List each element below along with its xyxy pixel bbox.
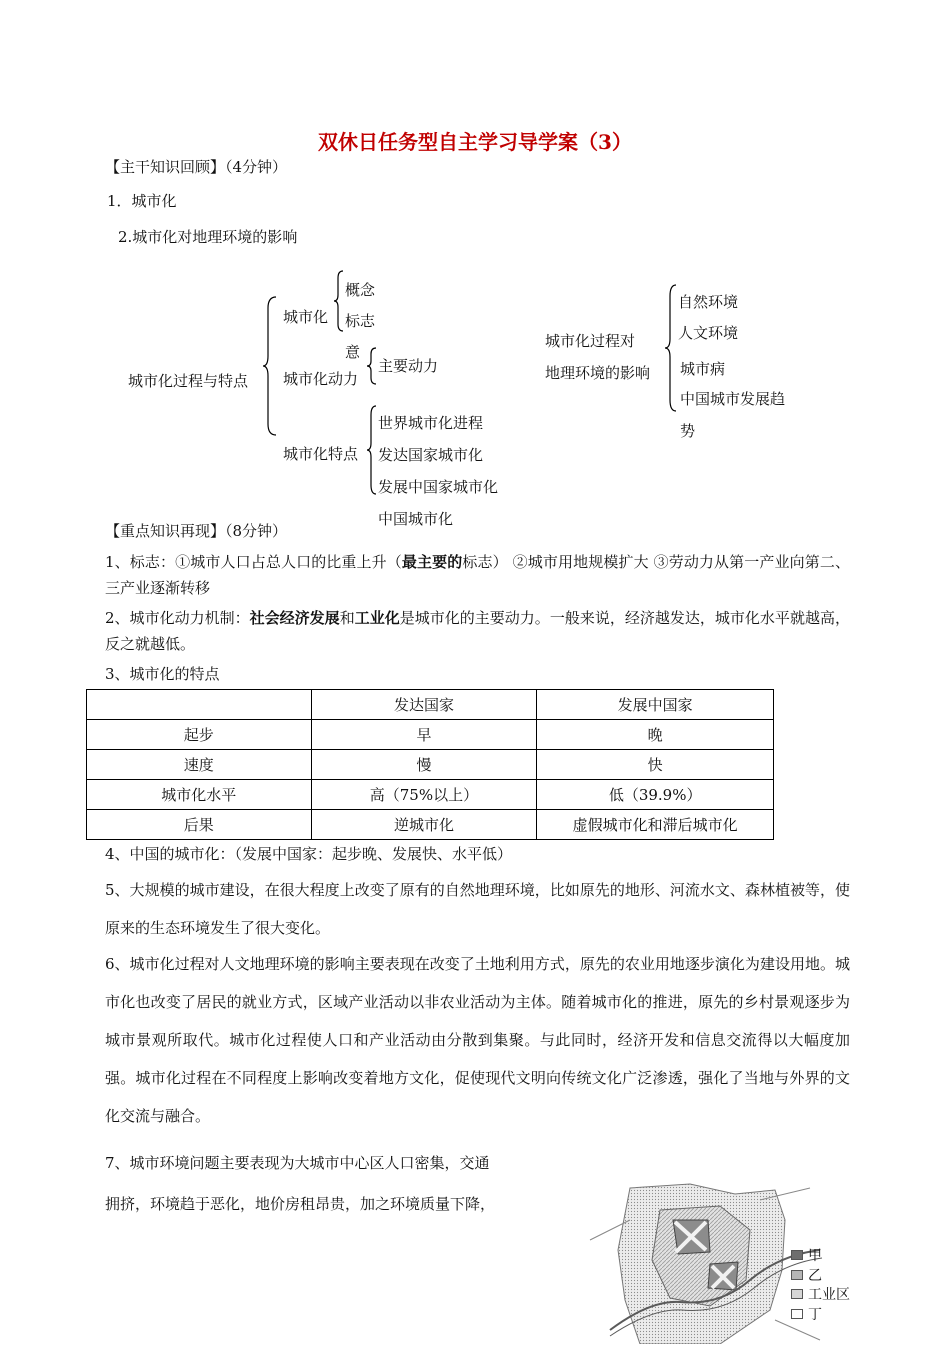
leaf-china-trend: 中国城市发展趋 [680,390,786,408]
leaf-world-process: 世界城市化进程 [378,414,484,432]
paragraph-7-line1: 7、城市环境问题主要表现为大城市中心区人口密集，交通 [105,1154,490,1172]
table-header [87,690,312,720]
branch-urbanization: 城市化 [283,308,329,326]
leaf-urban-disease: 城市病 [680,360,726,378]
legend-label-3: 工业区 [808,1287,850,1303]
table-cell: 早 [311,720,537,750]
table-cell: 起步 [87,720,312,750]
legend-label-2: 乙 [808,1268,822,1284]
table-header: 发达国家 [311,690,537,720]
paragraph-6: 6、城市化过程对人文地理环境的影响主要表现在改变了土地利用方式，原先的农业用地逐步演化为建设用地。城市化也改变了居民的就业方式，区域产业活动以非农业活动为主体。随着城市化的推进，原先的乡村景观逐步为城市景观所取代。城市化过程使人口和产业活动由分散到集聚。与此同时，经济开发和信息交流得以大幅度加强。城市化过程在不同程度上影响改变着地方文化，促使现代文明向传统文化广泛渗透，强化了当地与外界的文化交流与融合。 [105,955,850,1125]
table-cell: 后果 [87,810,312,840]
table-cell: 快 [537,750,774,780]
paragraph-3: 3、城市化的特点 [105,665,220,683]
brace-b3 [366,405,378,495]
leaf-concept: 概念 [345,281,376,299]
paragraph-1 [105,549,850,601]
leaf-meaning: 意 [345,343,361,361]
leaf-developed: 发达国家城市化 [378,446,484,464]
paragraph-7-line2: 拥挤，环境趋于恶化，地价房租昂贵，加之环境质量下降， [105,1195,496,1213]
table-cell: 低（39.9%） [537,780,774,810]
table-header-row [87,690,774,720]
section-heading-review: 【主干知识回顾】（4分钟） [105,158,288,176]
table-cell: 高（75%以上） [311,780,537,810]
paragraph-5: 5、大规模的城市建设，在很大程度上改变了原有的自然地理环境，比如原先的地形、河流水文、森林植被等，使原来的生态环境发生了很大变化。 [105,881,850,937]
table-header: 发展中国家 [537,690,774,720]
p1-text-c: 标志） ②城市用地规模扩大 ③劳动力从第一产业向第二、三产业逐渐转移 [105,553,850,597]
table-cell: 逆城市化 [311,810,537,840]
table-row [87,750,774,780]
page-title: 双休日任务型自主学习导学案（3） [318,130,632,154]
leaf-developing: 发展中国家城市化 [378,478,499,496]
comparison-table [86,689,774,840]
table-row [87,780,774,810]
section-heading-key: 【重点知识再现】（8分钟） [105,522,288,540]
table-row [87,720,774,750]
legend-swatch-2 [791,1270,803,1280]
legend-swatch-3 [791,1289,803,1299]
branch-characteristics: 城市化特点 [283,445,359,463]
table-cell: 晚 [537,720,774,750]
brace-b2 [366,347,378,385]
table-cell: 虚假城市化和滞后城市化 [537,810,774,840]
table-row [87,810,774,840]
legend-label-1: 甲 [808,1248,822,1264]
table-cell: 速度 [87,750,312,780]
leaf-indicator: 标志 [345,312,376,330]
item-urbanization: 1．城市化 [107,192,177,210]
branch-dynamics: 城市化动力 [283,370,359,388]
city-map-figure [570,1180,860,1344]
leaf-natural-env: 自然环境 [678,293,739,311]
paragraph-2 [105,605,850,657]
leaf-main-driver: 主要动力 [378,357,439,375]
table-cell: 城市化水平 [87,780,312,810]
p1-bold: 最主要的 [401,553,463,571]
table-cell: 慢 [311,750,537,780]
brace-right [664,284,678,412]
p1-text-a: 1、标志：①城市人口占总人口的比重上升（ [105,553,402,571]
p2-text-e: 是城市化的主要动力。一般来说，经济越发达，城市化水平就越高，反之就越低。 [105,609,850,653]
leaf-human-env: 人文环境 [678,324,739,342]
diagram-root: 城市化过程与特点 [128,372,249,390]
diagram-right-root-1: 城市化过程对 [545,332,636,350]
p2-text-a: 2、城市化动力机制： [105,609,250,627]
legend-swatch-4 [791,1309,803,1319]
brace-main [262,296,278,436]
item-urbanization-impact: 2.城市化对地理环境的影响 [118,228,298,246]
leaf-china: 中国城市化 [378,510,454,528]
legend-swatch-1 [791,1250,803,1260]
p2-text-c: 和 [339,609,355,627]
legend-label-4: 丁 [808,1307,822,1323]
paragraph-4: 4、中国的城市化：（发展中国家：起步晚、发展快、水平低） [105,845,513,863]
brace-b1 [333,270,345,332]
p2-bold-2: 工业化 [354,609,400,627]
p2-bold-1: 社会经济发展 [249,609,340,627]
leaf-china-trend-cont: 势 [680,422,696,440]
diagram-right-root-2: 地理环境的影响 [545,364,651,382]
